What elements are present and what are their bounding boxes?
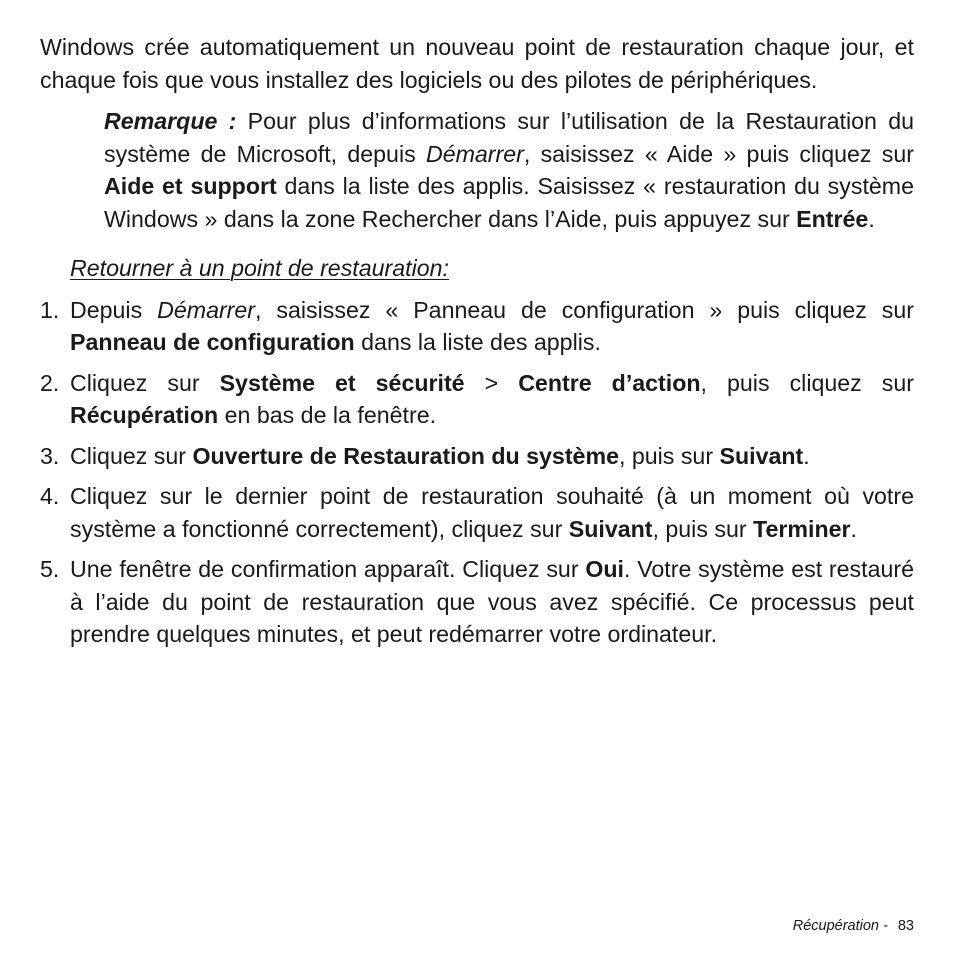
step-number: 4. — [40, 483, 60, 509]
list-item: 5. Une fenêtre de confirmation apparaît. Cliquez sur Oui. Votre système est restauré à l’aide du point de restauration que vous avez spécifié. Ce processus peut prendre quelques minutes, et peut redémarrer votre ordinateur. — [40, 553, 914, 651]
intro-paragraph: Windows crée automatiquement un nouveau point de restauration chaque jour, et chaque fois que vous installez des logiciels ou des pilotes de périphériques. — [40, 34, 914, 93]
step-number: 2. — [40, 369, 60, 396]
footer-section-name: Récupération - — [792, 918, 888, 934]
list-item: 4. Cliquez sur le dernier point de restauration souhaité (à un moment où votre système a fonctionné correctement), cliquez sur Suivant, puis sur Terminer. — [40, 480, 914, 545]
list-item: 1. Depuis Démarrer, saisissez « Panneau de configuration » puis cliquez sur Panneau de configuration dans la liste des applis. — [40, 294, 914, 359]
step-number: 5. — [40, 556, 60, 582]
list-item: 3. Cliquez sur Ouverture de Restauration du système, puis sur Suivant. — [40, 440, 914, 473]
steps-list — [40, 294, 914, 651]
page-footer — [793, 917, 914, 935]
step-number: 1. — [40, 296, 60, 323]
note-label: Remarque : — [104, 108, 237, 134]
step-number: 3. — [40, 442, 60, 469]
list-item: 2. Cliquez sur Système et sécurité > Centre d’action, puis cliquez sur Récupération en bas de la fenêtre. — [40, 367, 914, 432]
section-title: Retourner à un point de restauration: — [70, 255, 449, 281]
note-paragraph: Remarque : Pour plus d’informations sur l’utilisation de la Restauration du système de Microsoft, depuis Démarrer, saisissez « Aide » puis cliquez sur Aide et support dans la liste des applis. Saisissez « restauration du système Windows » dans la zone Rechercher dans l’Aide, puis appuyez sur Entrée. — [104, 108, 914, 232]
page-number: 83 — [897, 918, 914, 934]
document-body — [40, 31, 914, 659]
